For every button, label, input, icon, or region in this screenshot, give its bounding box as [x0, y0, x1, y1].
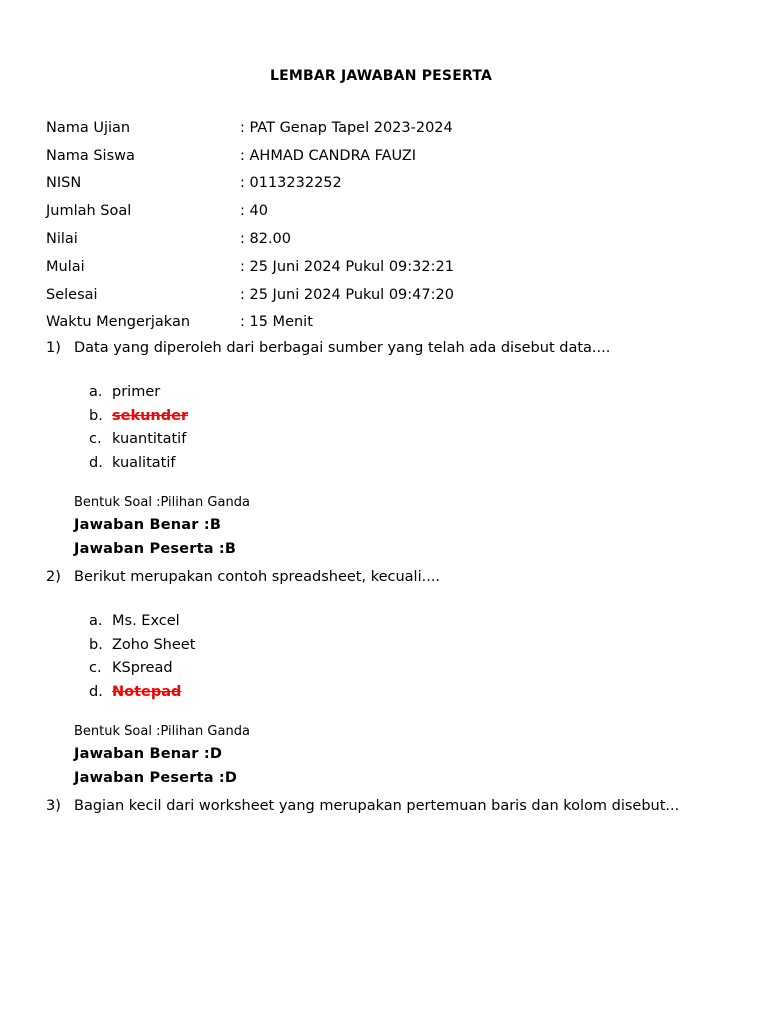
option-letter: c.: [89, 660, 102, 677]
question-type: Bentuk Soal :Pilihan Ganda: [74, 494, 250, 510]
option-text: kuantitatif: [112, 431, 187, 448]
info-value: : 15 Menit: [240, 314, 313, 331]
info-label: Mulai: [46, 258, 85, 275]
info-row-nisn: [46, 170, 726, 198]
question-text: Data yang diperoleh dari berbagai sumber yang telah ada disebut data....: [74, 340, 611, 356]
option-list: [46, 609, 746, 704]
info-label: Nilai: [46, 231, 78, 248]
option-text: Ms. Excel: [112, 612, 180, 629]
info-value: : 25 Juni 2024 Pukul 09:47:20: [240, 286, 454, 303]
info-value: : 82.00: [240, 231, 292, 248]
option-b: [89, 404, 746, 428]
option-c: [89, 657, 746, 681]
info-row-nama-siswa: [46, 142, 726, 170]
info-row-waktu-mengerjakan: [46, 309, 726, 337]
option-letter: b.: [89, 407, 103, 424]
question-text: Bagian kecil dari worksheet yang merupakan pertemuan baris dan kolom disebut...: [74, 798, 680, 814]
page-title: LEMBAR JAWABAN PESERTA: [269, 68, 493, 84]
option-letter: a.: [89, 383, 103, 400]
info-row-selesai: [46, 281, 726, 309]
question-number: 1): [46, 340, 61, 356]
question-number: 3): [46, 798, 61, 814]
correct-answer: Jawaban Benar :D: [74, 746, 223, 763]
option-b: [89, 633, 746, 657]
info-value: : 25 Juni 2024 Pukul 09:32:21: [240, 258, 454, 275]
question-header: [46, 567, 746, 587]
option-letter: d.: [89, 684, 103, 701]
participant-info: [46, 114, 726, 336]
info-label: NISN: [46, 175, 82, 192]
info-label: Nama Ujian: [46, 119, 131, 136]
info-row-mulai: [46, 253, 726, 281]
option-c: [89, 428, 746, 452]
question-header: [46, 796, 746, 816]
option-a: [89, 609, 746, 633]
question-text: Berikut merupakan contoh spreadsheet, kecuali....: [74, 569, 441, 585]
question-3: [46, 796, 746, 816]
option-text: kualitatif: [112, 455, 176, 472]
question-type: Bentuk Soal :Pilihan Ganda: [74, 723, 250, 739]
info-row-nilai: [46, 225, 726, 253]
question-number: 2): [46, 569, 61, 585]
participant-answer: Jawaban Peserta :D: [74, 770, 238, 787]
option-text: Zoho Sheet: [112, 636, 196, 653]
answer-meta: [46, 491, 746, 561]
option-a: [89, 380, 746, 404]
participant-answer: Jawaban Peserta :B: [74, 541, 237, 558]
option-letter: d.: [89, 455, 103, 472]
option-letter: a.: [89, 612, 103, 629]
info-label: Selesai: [46, 286, 98, 303]
option-text: KSpread: [112, 660, 173, 677]
option-text: primer: [112, 383, 161, 400]
info-row-jumlah-soal: [46, 197, 726, 225]
option-list: [46, 380, 746, 475]
info-value: : AHMAD CANDRA FAUZI: [240, 147, 417, 164]
option-letter: b.: [89, 636, 103, 653]
info-row-nama-ujian: [46, 114, 726, 142]
info-value: : 40: [240, 203, 268, 220]
option-d: [89, 680, 746, 704]
info-label: Waktu Mengerjakan: [46, 314, 191, 331]
selected-option-text: sekunder: [112, 407, 189, 424]
selected-option-text: Notepad: [112, 684, 182, 701]
info-label: Nama Siswa: [46, 147, 135, 164]
info-label: Jumlah Soal: [46, 203, 132, 220]
question-1: [46, 338, 746, 561]
option-letter: c.: [89, 431, 102, 448]
correct-answer: Jawaban Benar :B: [74, 517, 222, 534]
option-d: [89, 451, 746, 475]
answer-meta: [46, 720, 746, 790]
info-value: : 0113232252: [240, 175, 342, 192]
question-2: [46, 567, 746, 790]
info-value: : PAT Genap Tapel 2023-2024: [240, 119, 453, 136]
question-header: [46, 338, 746, 358]
